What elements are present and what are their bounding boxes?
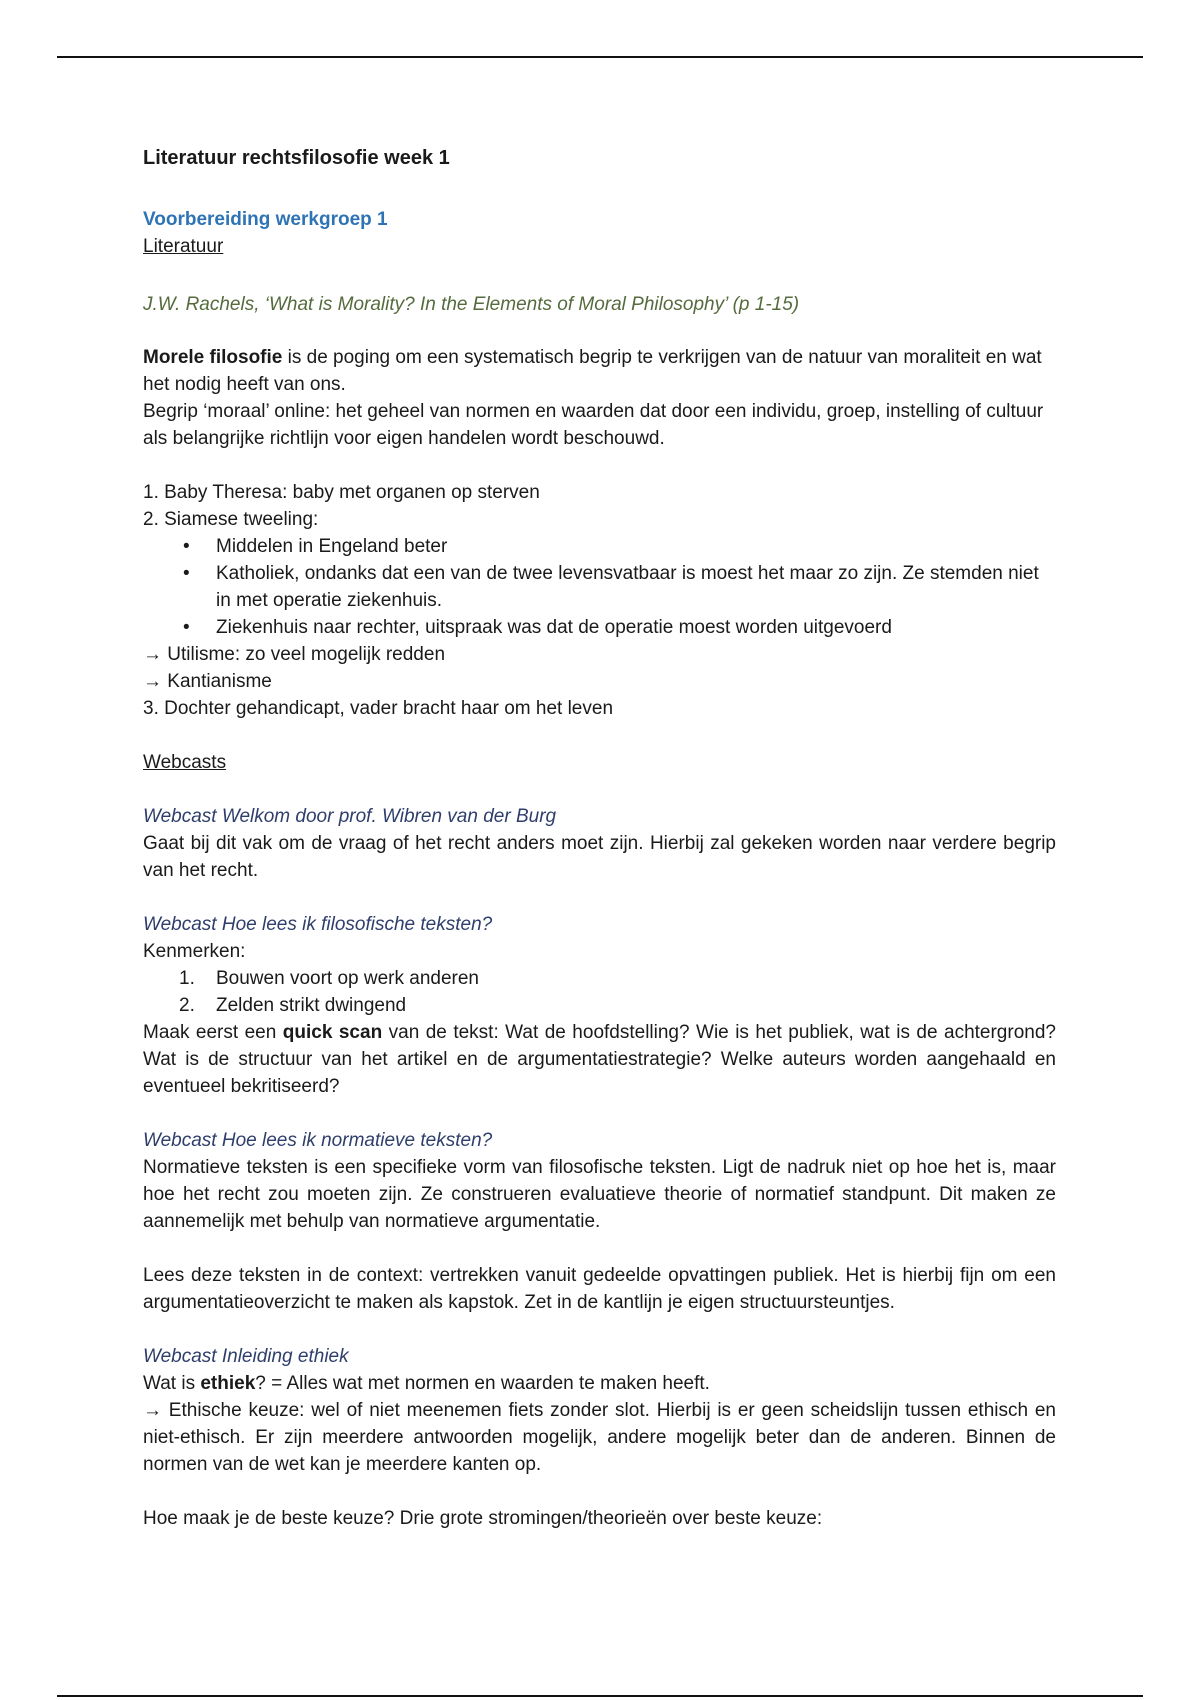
case-item-2: 2. Siamese tweeling: (143, 509, 319, 530)
bullet-icon: • (183, 563, 190, 584)
list-item-text: Ziekenhuis naar rechter, uitspraak was dat de operatie moest worden uitgevoerd (216, 617, 892, 638)
webcasts-label: Webcasts (143, 752, 227, 773)
list-item (143, 992, 1056, 1019)
term-bold: quick scan (282, 1022, 383, 1043)
normatieve-paragraph-2: Lees deze teksten in de context: vertrekken vanuit gedeelde opvattingen publiek. Het is hierbij fijn om een argumentatieoverzicht te maken als kapstok. Zet in de kantlijn je eigen structuursteuntjes. (143, 1265, 1056, 1313)
moral-philosophy-paragraph (143, 344, 1056, 398)
list-number: 2. (179, 995, 195, 1016)
case-item-3: 3. Dochter gehandicapt, vader bracht haar om het leven (143, 698, 614, 719)
section-heading: Voorbereiding werkgroep 1 (143, 209, 388, 230)
bullet-icon: • (183, 536, 190, 557)
normatieve-paragraph-1: Normatieve teksten is een specifieke vorm van filosofische teksten. Ligt de nadruk niet op hoe het is, maar hoe het recht zou moeten zijn. Ze construeren evaluatieve theorie of normatief standpunt. Dit maken ze aannemelijk met behulp van normatieve argumentatie. (143, 1157, 1056, 1232)
header-rule (57, 56, 1143, 58)
bullet-icon: • (183, 617, 190, 638)
document-body (143, 144, 1056, 1532)
list-item-text: Zelden strikt dwingend (216, 995, 407, 1016)
paragraph-text: is de poging om een systematisch begrip te verkrijgen van de natuur van moraliteit en wat het nodig heeft van ons. (143, 347, 1042, 395)
list-item-text: Katholiek, ondanks dat een van de twee levensvatbaar is moest het maar zo zijn. Ze stemden niet in met operatie ziekenhuis. (216, 563, 1039, 611)
quick-scan-paragraph (143, 1019, 1056, 1100)
list-item (143, 614, 1056, 641)
webcast-title-ethiek: Webcast Inleiding ethiek (143, 1346, 349, 1367)
paragraph-text: ? = Alles wat met normen en waarden te maken heeft. (255, 1373, 710, 1394)
document-title: Literatuur rechtsfilosofie week 1 (143, 147, 450, 169)
list-item-text: Bouwen voort op werk anderen (216, 968, 479, 989)
term-bold: Morele filosofie (143, 347, 283, 368)
arrow-line-kantianisme: → Kantianisme (143, 671, 272, 692)
kenmerken-label: Kenmerken: (143, 941, 246, 962)
paragraph-text: van de tekst: Wat de hoofdstelling? Wie is het publiek, wat is de achtergrond? Wat is de structuur van het artikel en de argumentatiestrategie? Welke auteurs worden aangehaald en eventueel bekritiseerd? (143, 1022, 1056, 1097)
webcast-title-normatieve: Webcast Hoe lees ik normatieve teksten? (143, 1130, 493, 1151)
literature-label: Literatuur (143, 236, 224, 257)
term-bold: ethiek (200, 1373, 256, 1394)
webcast-title-welkom: Webcast Welkom door prof. Wibren van der Burg (143, 806, 557, 827)
ethische-keuze-paragraph: → Ethische keuze: wel of niet meenemen fiets zonder slot. Hierbij is er geen scheidslijn tussen ethisch en niet-ethisch. Er zijn meerdere antwoorden mogelijk, andere mogelijk beter dan de anderen. Binnen de normen van de wet kan je meerdere kanten op. (143, 1400, 1056, 1475)
case-item-1: 1. Baby Theresa: baby met organen op sterven (143, 482, 540, 503)
webcast-text-welkom: Gaat bij dit vak om de vraag of het recht anders moet zijn. Hierbij zal gekeken worden naar verdere begrip van het recht. (143, 833, 1056, 881)
ethiek-definition (143, 1370, 1056, 1397)
list-item (143, 533, 1056, 560)
moraal-definition: Begrip ‘moraal’ online: het geheel van normen en waarden dat door een individu, groep, instelling of cultuur als belangrijke richtlijn voor eigen handelen wordt beschouwd. (143, 401, 1044, 449)
beste-keuze-question: Hoe maak je de beste keuze? Drie grote stromingen/theorieën over beste keuze: (143, 1508, 823, 1529)
paragraph-text: Maak eerst een (143, 1022, 283, 1043)
list-item-text: Middelen in Engeland beter (216, 536, 448, 557)
webcast-title-filosofische: Webcast Hoe lees ik filosofische teksten? (143, 914, 493, 935)
arrow-line-utilisme: → Utilisme: zo veel mogelijk redden (143, 644, 446, 665)
footer-rule (57, 1695, 1143, 1697)
list-number: 1. (179, 968, 195, 989)
bullet-list (143, 533, 1056, 641)
paragraph-text: Wat is (143, 1373, 201, 1394)
list-item (143, 560, 1056, 614)
numbered-list (143, 965, 1056, 1019)
reference-citation: J.W. Rachels, ‘What is Morality? In the Elements of Moral Philosophy’ (p 1-15) (143, 294, 800, 315)
list-item (143, 965, 1056, 992)
